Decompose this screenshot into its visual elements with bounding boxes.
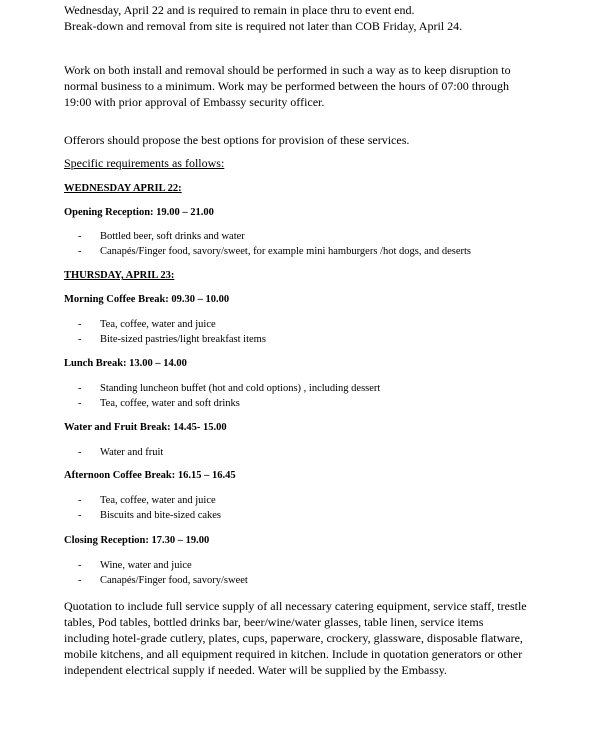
closing-reception-title: Closing Reception: 17.30 – 19.00	[64, 535, 210, 546]
opening-reception-list	[64, 229, 471, 259]
bullet-dash: -	[78, 510, 82, 521]
intro-line: Wednesday, April 22 and is required to remain in place thru to event end.	[64, 3, 415, 17]
list-item	[64, 573, 248, 588]
afternoon-coffee-list	[64, 493, 221, 523]
bullet-dash: -	[78, 575, 82, 586]
opening-reception-title: Opening Reception: 19.00 – 21.00	[64, 207, 214, 218]
list-item-text: Canapés/Finger food, savory/sweet, for example mini hamburgers /hot dogs, and deserts	[100, 246, 472, 257]
lunch-break-title: Lunch Break: 13.00 – 14.00	[64, 358, 187, 369]
offerors-paragraph: Offerors should propose the best options for provision of these services.	[64, 133, 410, 147]
wednesday-heading: WEDNESDAY APRIL 22:	[64, 183, 182, 194]
work-paragraph	[64, 62, 594, 110]
quotation-line: tables, Pod tables, bottled drinks bar, beer/wine/water glasses, table linen, service items	[64, 615, 484, 629]
list-item	[64, 332, 266, 347]
list-item	[64, 317, 266, 332]
work-line: Work on both install and removal should be performed in such a way as to keep disruption to	[64, 63, 511, 77]
list-item-text: Tea, coffee, water and juice	[100, 495, 216, 506]
list-item	[64, 445, 163, 460]
list-item	[64, 381, 380, 396]
specific-requirements-heading: Specific requirements as follows:	[64, 156, 225, 170]
bullet-dash: -	[78, 383, 82, 394]
morning-coffee-list	[64, 317, 266, 347]
list-item-text: Tea, coffee, water and juice	[100, 319, 216, 330]
afternoon-coffee-title: Afternoon Coffee Break: 16.15 – 16.45	[64, 470, 236, 481]
list-item	[64, 508, 221, 523]
list-item	[64, 229, 471, 244]
thursday-heading: THURSDAY, APRIL 23:	[64, 270, 175, 281]
list-item	[64, 244, 471, 259]
bullet-dash: -	[78, 398, 82, 409]
work-line: 19:00 with prior approval of Embassy security officer.	[64, 95, 325, 109]
intro-paragraph	[64, 2, 594, 34]
bullet-dash: -	[78, 319, 82, 330]
quotation-line: Quotation to include full service supply of all necessary catering equipment, service staff, trestle	[64, 599, 527, 613]
bullet-dash: -	[78, 246, 82, 257]
quotation-line: mobile kitchens, and all equipment required in kitchen. Include in quotation generators or other	[64, 647, 523, 661]
list-item-text: Bite-sized pastries/light breakfast items	[100, 334, 266, 345]
list-item	[64, 558, 248, 573]
list-item-text: Standing luncheon buffet (hot and cold options) , including dessert	[100, 383, 381, 394]
morning-coffee-title: Morning Coffee Break: 09.30 – 10.00	[64, 294, 230, 305]
list-item-text: Bottled beer, soft drinks and water	[100, 231, 245, 242]
bullet-dash: -	[78, 447, 82, 458]
water-fruit-list	[64, 445, 163, 460]
bullet-dash: -	[78, 334, 82, 345]
intro-line: Break-down and removal from site is required not later than COB Friday, April 24.	[64, 19, 463, 33]
bullet-dash: -	[78, 560, 82, 571]
water-fruit-title: Water and Fruit Break: 14.45- 15.00	[64, 422, 227, 433]
bullet-dash: -	[78, 231, 82, 242]
list-item-text: Biscuits and bite-sized cakes	[100, 510, 222, 521]
quotation-line: including hotel-grade cutlery, plates, cups, paperware, crockery, glassware, disposable flatware,	[64, 631, 523, 645]
list-item-text: Canapés/Finger food, savory/sweet	[100, 575, 248, 586]
lunch-break-list	[64, 381, 380, 411]
closing-reception-list	[64, 558, 248, 588]
quotation-line: independent electrical supply if needed. Water will be supplied by the Embassy.	[64, 663, 447, 677]
bullet-dash: -	[78, 495, 82, 506]
list-item-text: Tea, coffee, water and soft drinks	[100, 398, 240, 409]
list-item-text: Wine, water and juice	[100, 560, 192, 571]
list-item	[64, 493, 221, 508]
list-item-text: Water and fruit	[100, 447, 164, 458]
list-item	[64, 396, 380, 411]
quotation-paragraph	[64, 598, 594, 678]
work-line: normal business to a minimum. Work may be performed between the hours of 07:00 through	[64, 79, 510, 93]
